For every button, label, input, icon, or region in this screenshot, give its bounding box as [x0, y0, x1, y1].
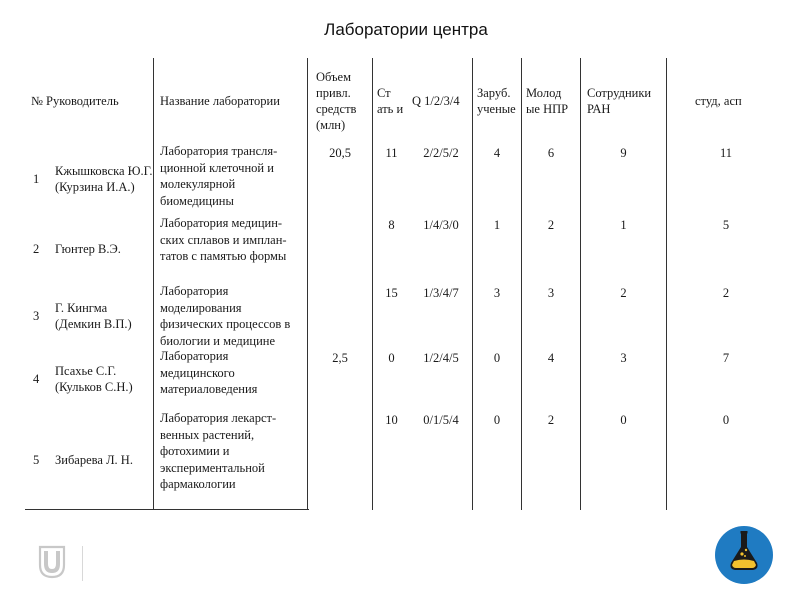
young-value: 2 — [521, 215, 580, 283]
header-articles: Ст ать и — [372, 58, 410, 143]
center-emblem-icon — [714, 525, 774, 585]
students-value: 7 — [666, 348, 785, 410]
ran-value: 2 — [580, 283, 666, 348]
row-number: 5 — [33, 453, 40, 467]
foreign-value: 1 — [472, 215, 521, 283]
labs-table — [25, 58, 785, 510]
header-students: студ, асп — [666, 58, 785, 143]
lab-name: Лаборатория медицин- ских сплавов и имплан- татов с памятью формы — [153, 215, 307, 283]
header-no-manager: № Руководитель — [31, 93, 119, 108]
logo-divider — [82, 546, 83, 581]
ran-value: 1 — [580, 215, 666, 283]
foreign-value: 0 — [472, 348, 521, 410]
page-title: Лаборатории центра — [324, 20, 488, 39]
table-row-3-manager — [25, 283, 153, 348]
table-bottom-rule — [25, 509, 309, 510]
articles-value: 8 — [372, 215, 410, 283]
volume-value — [307, 215, 372, 283]
foreign-value: 4 — [472, 143, 521, 215]
header-lab-name: Название лаборатории — [153, 58, 307, 143]
foreign-value: 0 — [472, 410, 521, 510]
volume-value — [307, 410, 372, 510]
volume-value: 20,5 — [307, 143, 372, 215]
lab-name: Лаборатория медицинского материаловедения — [153, 348, 307, 410]
students-value: 11 — [666, 143, 785, 215]
ran-value: 3 — [580, 348, 666, 410]
ran-value: 0 — [580, 410, 666, 510]
table-row-4-manager — [25, 348, 153, 410]
manager-name: Г. Кингма (Демкин В.П.) — [55, 300, 132, 331]
manager-name: Кжышковска Ю.Г. (Курзина И.А.) — [55, 164, 153, 194]
row-number: 3 — [33, 308, 40, 323]
quartiles-value: 1/2/4/5 — [423, 351, 459, 365]
lab-name: Лаборатория трансля- ционной клеточной и молекулярной биомедицины — [153, 143, 307, 215]
students-value: 2 — [666, 283, 785, 348]
header-volume: Объем привл. средств (млн) — [307, 58, 372, 143]
young-value: 3 — [521, 283, 580, 348]
young-value: 6 — [521, 143, 580, 215]
header-young: Молод ые НПР — [521, 58, 580, 143]
ran-value: 9 — [580, 143, 666, 215]
volume-value: 2,5 — [307, 348, 372, 410]
articles-value: 11 — [372, 143, 410, 215]
university-logo-icon — [38, 545, 66, 579]
row-number: 2 — [33, 242, 40, 256]
young-value: 2 — [521, 410, 580, 510]
table-row-5-manager — [25, 410, 153, 510]
table-row-1-manager — [25, 143, 153, 215]
row-number: 4 — [33, 372, 40, 386]
articles-value: 15 — [372, 283, 410, 348]
students-value: 0 — [666, 410, 785, 510]
manager-name: Гюнтер В.Э. — [55, 242, 121, 256]
quartiles-value: 2/2/5/2 — [423, 146, 459, 160]
header-foreign: Заруб. ученые — [472, 58, 521, 143]
lab-name: Лаборатория лекарст- венных растений, фотохимии и экспериментальной фармакологии — [153, 410, 307, 510]
header-ran: Сотрудники РАН — [580, 58, 666, 143]
manager-name: Псахье С.Г. (Кульков С.Н.) — [55, 364, 133, 394]
volume-value — [307, 283, 372, 348]
quartiles-value: 1/4/3/0 — [423, 218, 459, 232]
row-number: 1 — [33, 172, 40, 186]
articles-value: 10 — [372, 410, 410, 510]
manager-name: Зибарева Л. Н. — [55, 453, 133, 467]
table-row-2-manager — [25, 215, 153, 283]
header-quartiles: Q 1/2/3/4 — [412, 93, 460, 108]
students-value: 5 — [666, 215, 785, 283]
articles-value: 0 — [372, 348, 410, 410]
young-value: 4 — [521, 348, 580, 410]
quartiles-value: 0/1/5/4 — [423, 413, 459, 427]
lab-name: Лаборатория моделирования физических процессов в биологии и медицине — [153, 283, 307, 348]
foreign-value: 3 — [472, 283, 521, 348]
quartiles-value: 1/3/4/7 — [423, 286, 459, 300]
